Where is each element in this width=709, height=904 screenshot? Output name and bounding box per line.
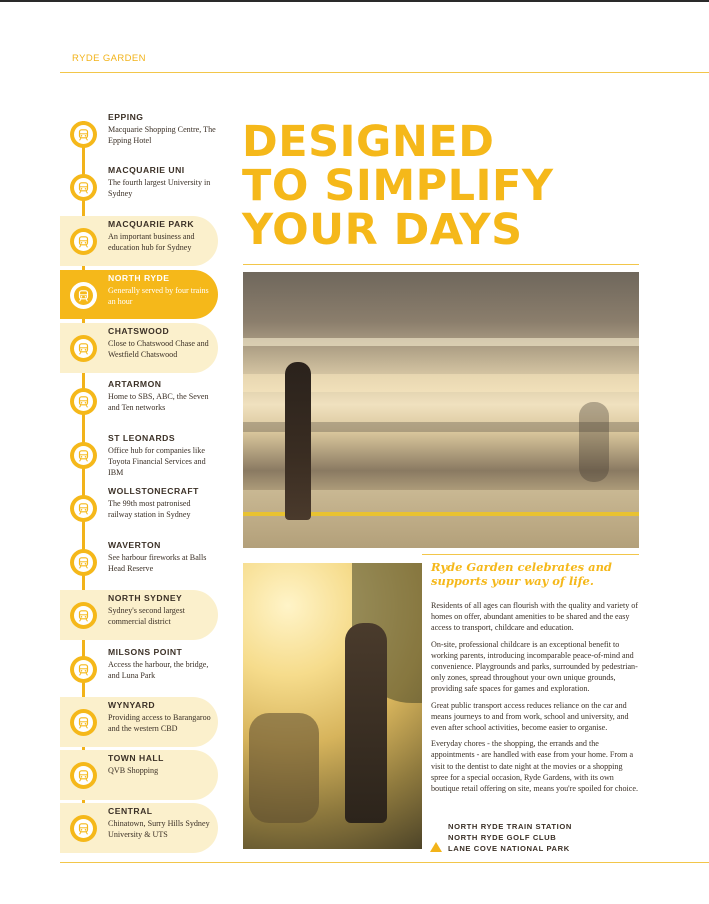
body-text <box>431 600 641 799</box>
station-item <box>60 803 218 853</box>
station-description: Chinatown, Surry Hills Sydney University & UTS <box>108 819 210 840</box>
train-icon-inner <box>74 232 93 251</box>
train-icon <box>70 656 97 683</box>
station-item <box>60 537 218 587</box>
header-rule <box>60 72 709 73</box>
train-icon-inner <box>74 819 93 838</box>
body-paragraph: Everyday chores - the shopping, the errands and the appointments - are handled with ease from your home. From a visit to the dentist to date night at the movies or a shopping spree for a special occasion, Ryde Gardens, with its own boutique retail offering on site, means you're spoiled for choice. <box>431 739 638 794</box>
legend-item-golf-club: NORTH RYDE GOLF CLUB <box>448 833 557 842</box>
station-name: ARTARMON <box>108 379 162 389</box>
station-name: MACQUARIE UNI <box>108 165 185 175</box>
intro-heading: Ryde Garden celebrates and supports your way of life. <box>431 560 612 588</box>
station-description: Sydney's second largest commercial district <box>108 606 185 627</box>
legend-item-national-park: LANE COVE NATIONAL PARK <box>448 844 570 853</box>
station-name: ST LEONARDS <box>108 433 176 443</box>
headline-line-1: DESIGNED <box>242 117 495 167</box>
train-icon-inner <box>74 178 93 197</box>
station-name: WYNYARD <box>108 700 156 710</box>
train-icon-inner <box>74 553 93 572</box>
station-name: MACQUARIE PARK <box>108 219 195 229</box>
station-name: EPPING <box>108 112 144 122</box>
triangle-icon <box>430 842 442 852</box>
train-icon <box>70 762 97 789</box>
station-description: Access the harbour, the bridge, and Luna Park <box>108 660 209 681</box>
train-icon-inner <box>74 606 93 625</box>
train-icon-inner <box>74 392 93 411</box>
station-description: Macquarie Shopping Centre, The Epping Hotel <box>108 125 216 146</box>
station-name: WAVERTON <box>108 540 161 550</box>
station-description: Providing access to Barangaroo and the western CBD <box>108 713 211 734</box>
station-item <box>60 323 218 373</box>
station-description: Home to SBS, ABC, the Seven and Ten networks <box>108 392 209 413</box>
station-description: QVB Shopping <box>108 766 159 775</box>
commuter-silhouette <box>285 362 311 520</box>
page-top-border <box>0 0 709 2</box>
station-name: TOWN HALL <box>108 753 164 763</box>
station-item <box>60 162 218 212</box>
station-item <box>60 590 218 640</box>
headline-rule <box>243 264 639 265</box>
train-icon <box>70 815 97 842</box>
station-item <box>60 430 218 480</box>
train-icon <box>70 549 97 576</box>
station-item <box>60 644 218 694</box>
train-icon <box>70 174 97 201</box>
train-icon <box>70 388 97 415</box>
park-stroller-photo <box>243 563 422 849</box>
body-paragraph: Great public transport access reduces reliance on the car and means journeys to and from work, school and university, and even after school activities, become easier to organise. <box>431 700 629 733</box>
parent-silhouette <box>345 623 387 823</box>
station-item <box>60 109 218 159</box>
train-icon-inner <box>74 446 93 465</box>
headline <box>242 117 554 255</box>
station-description: An important business and education hub for Sydney <box>108 232 195 253</box>
station-description: Close to Chatswood Chase and Westfield Chatswood <box>108 339 209 360</box>
station-description: The 99th most patronised railway station in Sydney <box>108 499 191 520</box>
station-item <box>60 216 218 266</box>
train-icon-inner <box>74 660 93 679</box>
train-icon-inner <box>74 499 93 518</box>
station-description: The fourth largest University in Sydney <box>108 178 211 199</box>
train-icon <box>70 602 97 629</box>
station-item <box>60 483 218 533</box>
footer-rule <box>60 862 709 863</box>
blurred-passenger <box>579 402 609 482</box>
station-description: Office hub for companies like Toyota Financial Services and IBM <box>108 446 206 478</box>
headline-line-3: YOUR DAYS <box>242 205 523 255</box>
station-item <box>60 750 218 800</box>
headline-line-2: TO SIMPLIFY <box>242 161 554 211</box>
train-icon <box>70 442 97 469</box>
motion-streak <box>243 338 639 346</box>
brand-label: RYDE GARDEN <box>72 53 146 64</box>
map-legend <box>448 822 572 855</box>
train-icon <box>70 228 97 255</box>
train-icon <box>70 495 97 522</box>
train-icon <box>70 121 97 148</box>
station-item <box>60 270 218 319</box>
intro-rule <box>422 554 639 555</box>
station-item <box>60 376 218 426</box>
train-icon-inner <box>74 339 93 358</box>
station-description: See harbour fireworks at Balls Head Reserve <box>108 553 207 574</box>
station-name: MILSONS POINT <box>108 647 183 657</box>
train-platform-photo <box>243 272 639 548</box>
train-icon <box>70 335 97 362</box>
pram-silhouette <box>249 713 319 823</box>
body-paragraph: On-site, professional childcare is an exceptional benefit to working parents, introducing incomparable peace-of-mind and convenience. Playgrounds and parks, surrounded by pedestrian-only zones, spread throughout your own unique grounds, providing safe spaces for games and exploration. <box>431 639 638 694</box>
train-icon-inner <box>74 286 93 305</box>
body-paragraph: Residents of all ages can flourish with the quality and variety of homes on offer, abundant amenities to be shared and the easy access to transport, childcare and education. <box>431 601 639 633</box>
train-icon <box>70 709 97 736</box>
station-name: WOLLSTONECRAFT <box>108 486 199 496</box>
train-icon-inner <box>74 766 93 785</box>
train-icon-inner <box>74 713 93 732</box>
station-name: NORTH SYDNEY <box>108 593 183 603</box>
station-description: Generally served by four trains an hour <box>108 286 209 307</box>
train-icon-inner <box>74 125 93 144</box>
station-item <box>60 697 218 747</box>
train-icon <box>70 282 97 309</box>
legend-item-train-station: NORTH RYDE TRAIN STATION <box>448 822 572 831</box>
station-name: NORTH RYDE <box>108 273 170 283</box>
station-name: CENTRAL <box>108 806 153 816</box>
station-name: CHATSWOOD <box>108 326 170 336</box>
